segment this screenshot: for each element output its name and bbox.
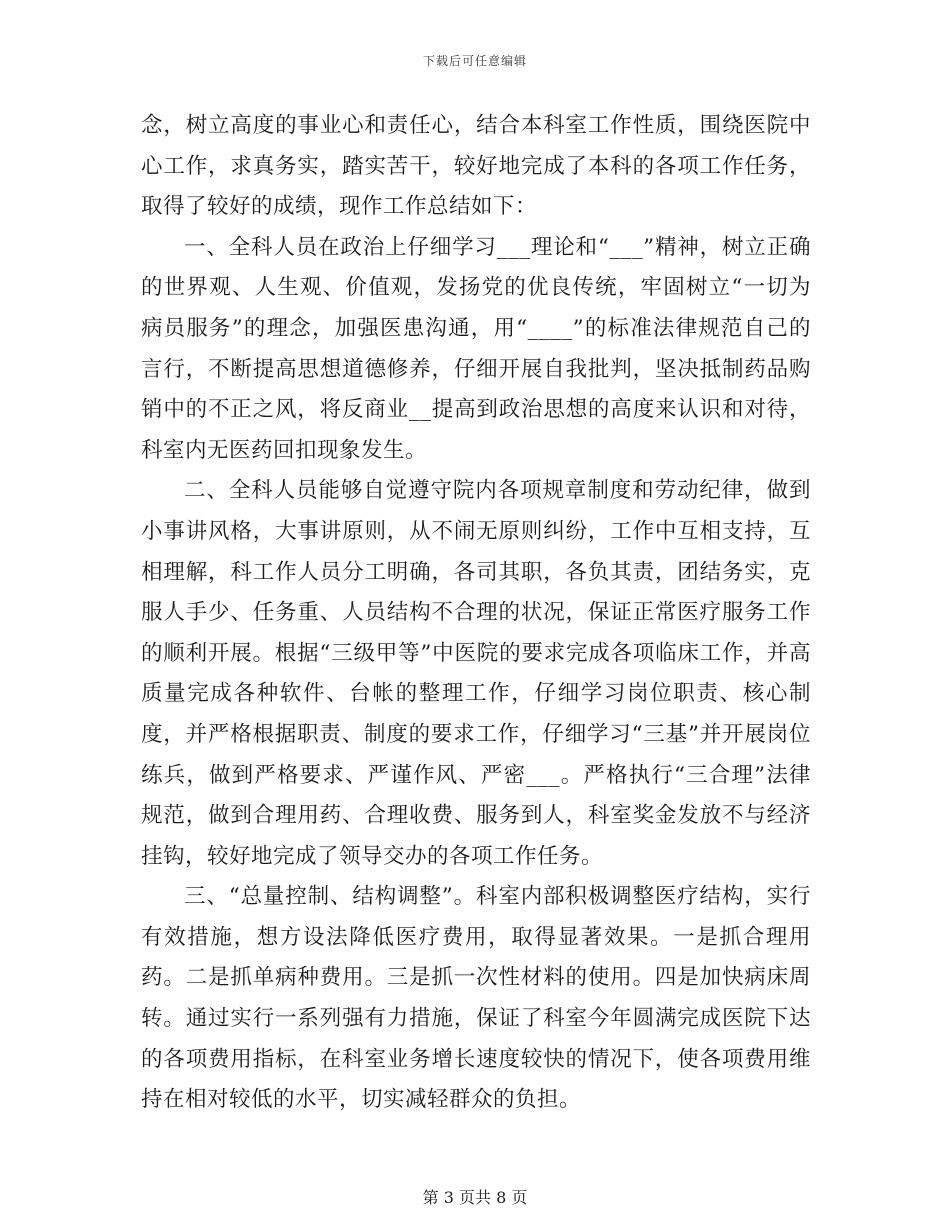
page-header: 下载后可任意编辑 <box>422 54 527 68</box>
document-body <box>141 106 811 1121</box>
paragraph-section-3: 三、“总量控制、结构调整”。科室内部积极调整医疗结构，实行有效措施，想方设法降低医疗费用，取得显著效果。一是抓合理用药。二是抓单病种费用。三是抓一次性材料的使用。四是加快病床周转。通过实行一系列强有力措施，保证了科室今年圆满完成医院下达的各项费用指标，在科室业务增长速度较快的情况下，使各项费用维持在相对较低的水平，切实减轻群众的负担。 <box>141 884 811 1113</box>
paragraph-section-2: 二、全科人员能够自觉遵守院内各项规章制度和劳动纪律，做到小事讲风格，大事讲原则，从不闹无原则纠纷，工作中互相支持，互相理解，科工作人员分工明确，各司其职，各负其责，团结务实，克服人手少、任务重、人员结构不合理的状况，保证正常医疗服务工作的顺利开展。根据“三级甲等”中医院的要求完成各项临床工作，并高质量完成各种软件、台帐的整理工作，仔细学习岗位职责、核心制度，并严格根据职责、制度的要求工作，仔细学习“三基”并开展岗位练兵，做到严格要求、严谨作风、严密___。严格执行“三合理”法律规范，做到合理用药、合理收费、服务到人，科室奖金发放不与经济挂钩，较好地完成了领导交办的各项工作任务。 <box>141 478 811 869</box>
paragraph-section-1: 一、全科人员在政治上仔细学习___理论和“___”精神，树立正确的世界观、人生观、价值观，发扬党的优良传统，牢固树立“一切为病员服务”的理念，加强医患沟通，用“____”的标准法律规范自己的言行，不断提高思想道德修养，仔细开展自我批判，坚决抵制药品购销中的不正之风，将反商业__提高到政治思想的高度来认识和对待，科室内无医药回扣现象发生。 <box>141 234 811 463</box>
paragraph-intro: 念，树立高度的事业心和责任心，结合本科室工作性质，围绕医院中心工作，求真务实，踏实苦干，较好地完成了本科的各项工作任务，取得了较好的成绩，现作工作总结如下： <box>141 113 811 220</box>
page-footer: 第 3 页共 8 页 <box>422 1188 528 1207</box>
